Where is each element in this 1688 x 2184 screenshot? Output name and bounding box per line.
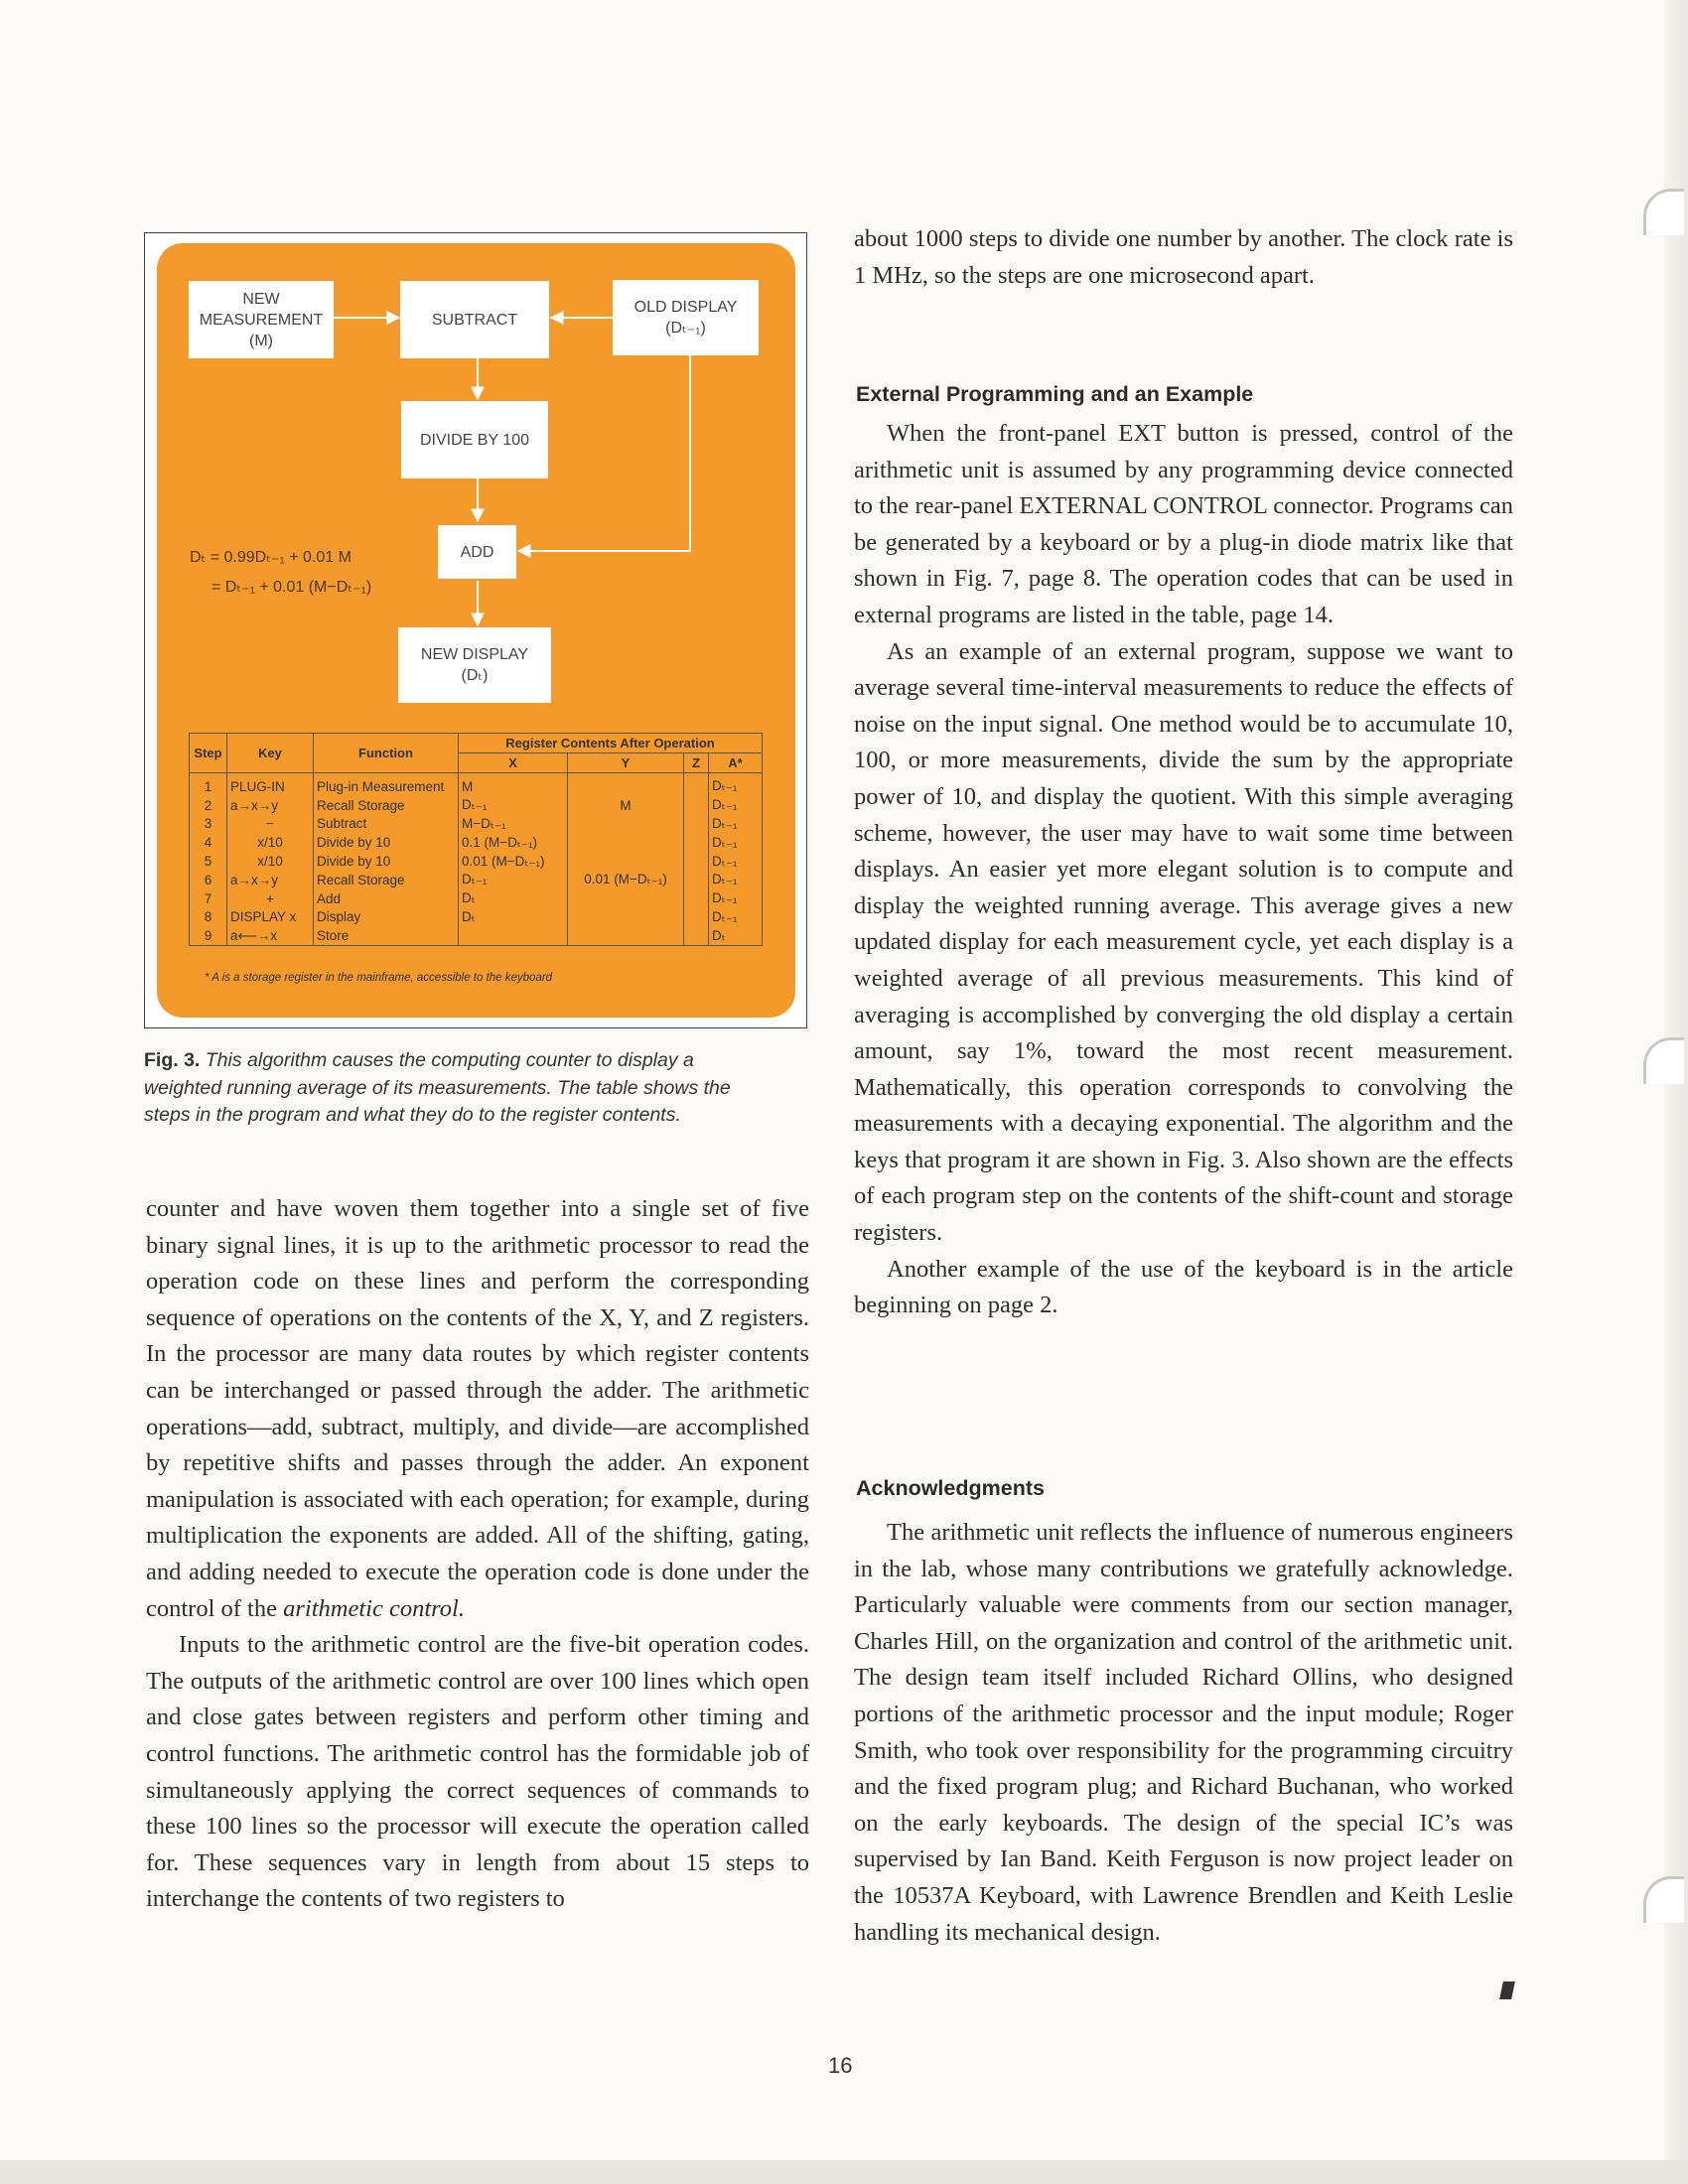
box-new-measurement: NEW MEASUREMENT (M): [189, 281, 334, 358]
cell-step: 7: [190, 889, 227, 908]
paragraph: As an example of an external program, suppose we want to average several time-interval measurements to reduce the effects of noise on the input signal. One method would be to accumulate 10, 100, or more measurements, divide the sum by the appropriate power of 10, and display the quotient. With this simple averaging scheme, however, the user may have to wait some time between displays. An easier yet more elegant solution is to compute and display the weighted running average. This average gives a new updated display for each measurement cycle, yet each display is a weighted average of all previous measurements. This kind of averaging is accomplished by converging the old display a certain amount, say 1%, toward the most recent measurement. Mathematically, this operation corresponds to convolving the measurements with a decaying exponential. The algorithm and the keys that program it are shown in Fig. 3. Also shown are the effects of each program step on the contents of the shift-count and storage registers.: [854, 637, 1513, 1247]
table-row: [190, 926, 763, 945]
cell-step: 9: [190, 926, 227, 945]
cell-a: Dₜ₋₁: [709, 852, 763, 871]
table-footnote: * A is a storage register in the mainframe, accessible to the keyboard: [205, 972, 553, 984]
cell-z: [684, 796, 709, 815]
cell-key: a→x→y: [227, 796, 314, 815]
right-column-bottom: [854, 1515, 1513, 1951]
cell-function: Plug-in Measurement: [314, 773, 459, 796]
cell-step: 4: [190, 833, 227, 852]
cell-a: Dₜ₋₁: [709, 815, 763, 834]
caption-label: Fig. 3.: [144, 1049, 201, 1071]
cell-x: 0.01 (M−Dₜ₋₁): [459, 852, 568, 871]
paragraph: When the front-panel EXT button is pressed, control of the arithmetic unit is assumed by any programming device connected to the rear-panel EXTERNAL CONTROL connector. Programs can be generated by a keyboard or by a plug-in diode matrix like that shown in Fig. 7, page 8. The operation codes that can be used in external programs are listed in the table, page 14.: [854, 420, 1513, 628]
cell-function: Divide by 10: [314, 852, 459, 871]
punch-hole: [1643, 1876, 1684, 1923]
cell-z: [684, 815, 709, 834]
steps-table: [189, 733, 763, 946]
table-row: [190, 796, 763, 815]
box-subtract: SUBTRACT: [400, 281, 549, 358]
box-new-display: NEW DISPLAY (Dₜ): [398, 627, 551, 703]
italic-term: arithmetic control.: [283, 1594, 465, 1622]
table-row: [190, 889, 763, 908]
cell-x: M: [459, 773, 568, 796]
cell-y: [568, 889, 684, 908]
cell-key: a→x→y: [227, 871, 314, 889]
cell-a: Dₜ₋₁: [709, 871, 763, 889]
cell-y: [568, 852, 684, 871]
header-a: A*: [709, 753, 763, 773]
box-old-display: OLD DISPLAY (Dₜ₋₁): [613, 280, 759, 355]
table-row: [190, 773, 763, 796]
table-row: [190, 833, 763, 852]
cell-x: Dₜ₋₁: [459, 871, 568, 889]
cell-key: PLUG-IN: [227, 773, 314, 796]
paragraph: Inputs to the arithmetic control are the five-bit operation codes. The outputs of the arithmetic control are over 100 lines which open and close gates between registers and perform other timing and control functions. The arithmetic control has the formidable job of simultaneously applying the correct sequences of commands to these 100 lines so the processor will execute the operation called for. These sequences vary in length from about 15 steps to interchange the contents of two registers to: [146, 1631, 809, 1913]
cell-a: Dₜ₋₁: [709, 796, 763, 815]
equation-line-1: Dₜ = 0.99Dₜ₋₁ + 0.01 M: [190, 549, 352, 566]
header-y: Y: [568, 753, 684, 773]
header-x: X: [459, 753, 568, 773]
cell-function: Recall Storage: [314, 796, 459, 815]
cell-z: [684, 908, 709, 927]
cell-key: −: [227, 815, 314, 834]
paragraph-text: counter and have woven them together into a single set of five binary signal lines, it is up to the arithmetic processor to read the operation code on these lines and perform the corresponding sequence of operations on the contents of the X, Y, and Z registers. In the processor are many data routes by which register contents can be interchanged or passed through the adder. The arithmetic operations—add, subtract, multiply, and divide—are accomplished by repetitive shifts and passes through the adder. An exponent manipulation is associated with each operation; for example, during multiplication the exponents are added. All of the shifting, gating, and adding needed to execute the operation code is done under the control of the: [146, 1195, 809, 1622]
cell-a: Dₜ₋₁: [709, 833, 763, 852]
cell-key: +: [227, 889, 314, 908]
cell-step: 1: [190, 773, 227, 796]
table-row: [190, 908, 763, 927]
section-heading: Acknowledgments: [856, 1476, 1045, 1500]
cell-y: [568, 773, 684, 796]
right-column-top: [854, 221, 1513, 294]
cell-step: 2: [190, 796, 227, 815]
cell-step: 5: [190, 852, 227, 871]
cell-z: [684, 889, 709, 908]
cell-z: [684, 833, 709, 852]
cell-y: [568, 908, 684, 927]
cell-step: 3: [190, 815, 227, 834]
cell-key: a⟵→x: [227, 926, 314, 945]
paragraph: Another example of the use of the keyboard is in the article beginning on page 2.: [854, 1255, 1513, 1319]
cell-a: Dₜ₋₁: [709, 773, 763, 796]
paragraph: [146, 1191, 809, 1627]
cell-function: Subtract: [314, 815, 459, 834]
cell-y: [568, 833, 684, 852]
cell-function: Divide by 10: [314, 833, 459, 852]
table-row: [190, 815, 763, 834]
cell-y: [568, 815, 684, 834]
cell-step: 6: [190, 871, 227, 889]
cell-step: 8: [190, 908, 227, 927]
right-column-middle: [854, 416, 1513, 1324]
cell-x: Dₜ: [459, 889, 568, 908]
cell-x: Dₜ₋₁: [459, 796, 568, 815]
cell-function: Recall Storage: [314, 871, 459, 889]
cell-z: [684, 926, 709, 945]
left-column: [146, 1191, 809, 1918]
cell-z: [684, 852, 709, 871]
header-step: Step: [190, 734, 227, 773]
cell-x: M−Dₜ₋₁: [459, 815, 568, 834]
cell-function: Add: [314, 889, 459, 908]
caption-text: This algorithm causes the computing counter to display a weighted running average of its measurements. The table shows the steps in the program and what they do to the register contents.: [144, 1049, 731, 1126]
cell-y: M: [568, 796, 684, 815]
cell-function: Store: [314, 926, 459, 945]
table-row: [190, 852, 763, 871]
cell-z: [684, 871, 709, 889]
cell-a: Dₜ₋₁: [709, 889, 763, 908]
equation-line-2: = Dₜ₋₁ + 0.01 (M−Dₜ₋₁): [211, 579, 372, 596]
box-add: ADD: [438, 525, 516, 579]
figure-caption: [144, 1047, 750, 1130]
section-heading: External Programming and an Example: [856, 382, 1254, 406]
box-divide-by-100: DIVIDE BY 100: [401, 401, 548, 478]
header-register-contents: Register Contents After Operation: [459, 734, 763, 753]
cell-z: [684, 773, 709, 796]
cell-a: Dₜ₋₁: [709, 908, 763, 927]
scan-bottom-strip: [0, 2160, 1688, 2184]
end-of-article-mark: [1499, 1981, 1515, 1999]
paragraph: about 1000 steps to divide one number by another. The clock rate is 1 MHz, so the steps are one microsecond apart.: [854, 225, 1513, 289]
page-number: 16: [828, 2053, 853, 2078]
header-key: Key: [227, 734, 314, 773]
cell-x: 0.1 (M−Dₜ₋₁): [459, 833, 568, 852]
paragraph: The arithmetic unit reflects the influence of numerous engineers in the lab, whose many contributions we gratefully acknowledge. Particularly valuable were comments from our section manager, Charles Hill, on the organization and control of the arithmetic unit. The design team itself included Richard Ollins, who designed portions of the arithmetic processor and the input module; Roger Smith, who took over responsibility for the programming circuitry and the fixed program plug; and Richard Buchanan, who worked on the early keyboards. The design of the special IC’s was supervised by Ian Band. Keith Ferguson is now project leader on the 10537A Keyboard, with Lawrence Brendlen and Keith Leslie handling its mechanical design.: [854, 1519, 1513, 1946]
header-function: Function: [314, 734, 459, 773]
header-z: Z: [684, 753, 709, 773]
cell-x: [459, 926, 568, 945]
cell-a: Dₜ: [709, 926, 763, 945]
cell-key: DISPLAY x: [227, 908, 314, 927]
cell-y: [568, 926, 684, 945]
cell-y: 0.01 (M−Dₜ₋₁): [568, 871, 684, 889]
cell-key: x/10: [227, 833, 314, 852]
cell-function: Display: [314, 908, 459, 927]
cell-key: x/10: [227, 852, 314, 871]
table-row: [190, 871, 763, 889]
cell-x: Dₜ: [459, 908, 568, 927]
